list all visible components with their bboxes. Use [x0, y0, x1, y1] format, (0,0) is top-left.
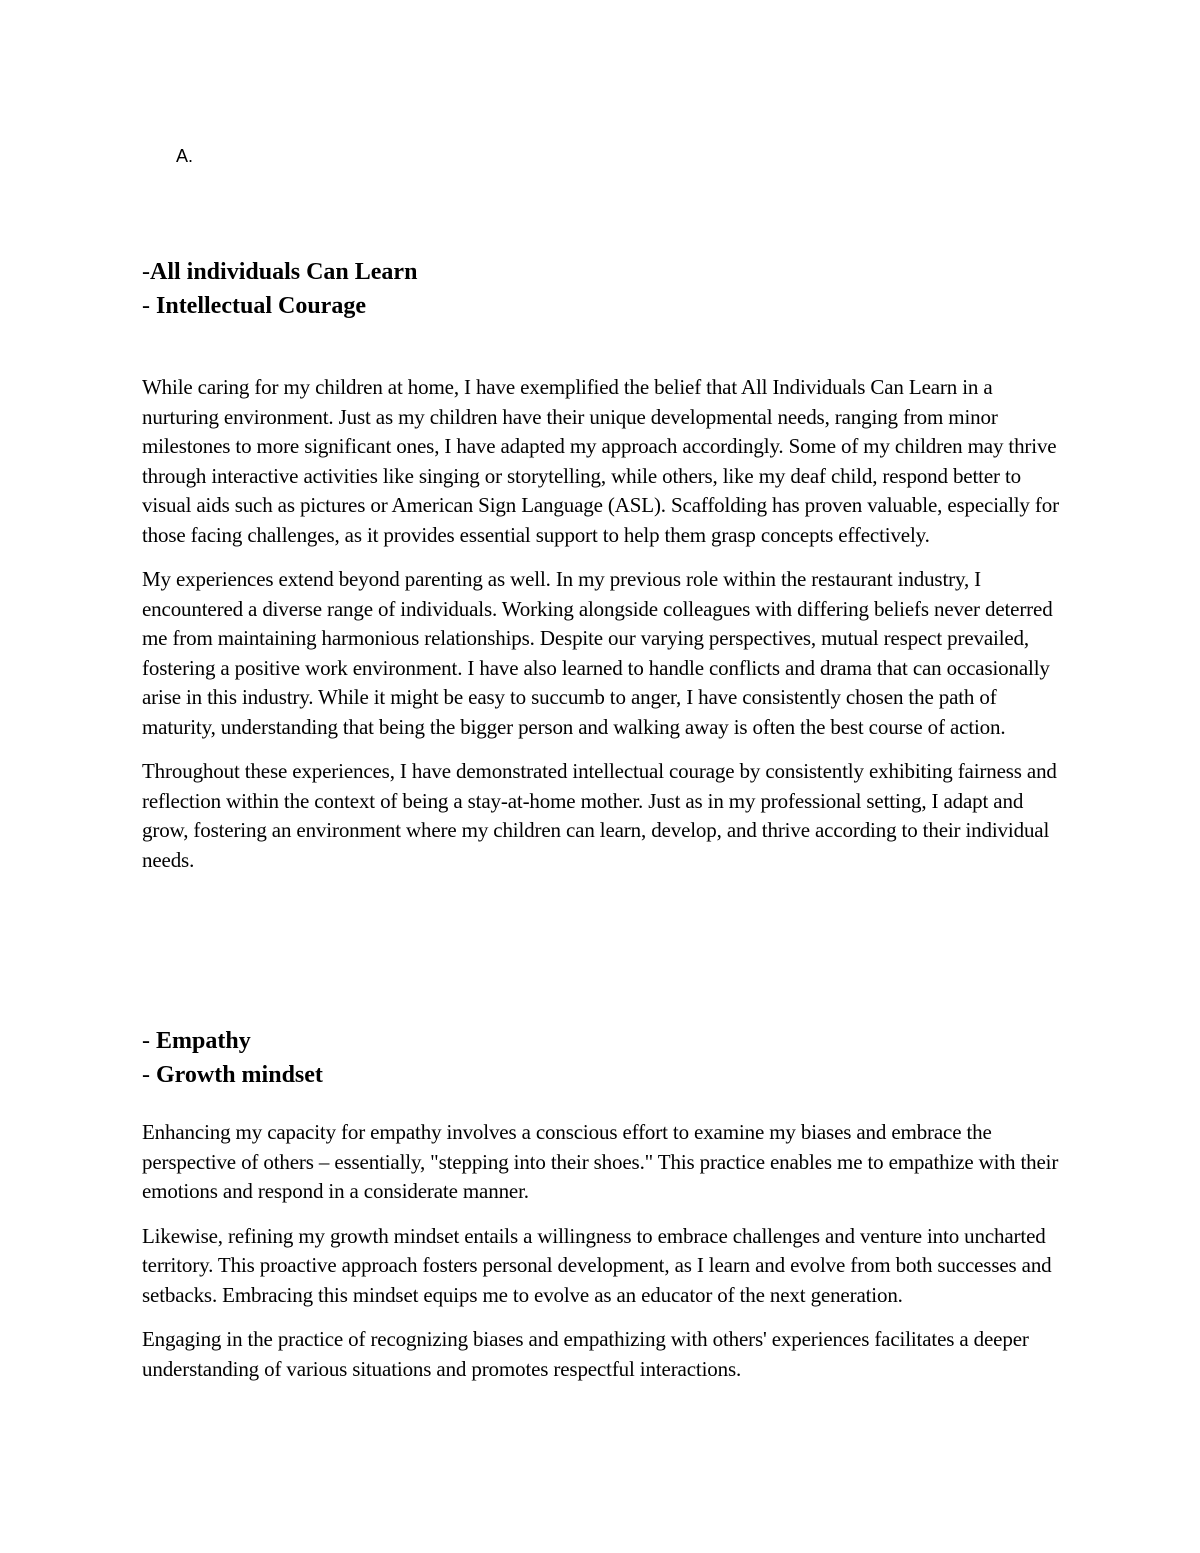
- paragraph-growth-mindset: Likewise, refining my growth mindset entails a willingness to embrace challenges and venture into uncharted territory. This proactive approach fosters personal development, as I learn and evolve from both successes and setbacks. Embracing this mindset equips me to evolve as an educator of the next generation.: [142, 1223, 1052, 1307]
- section-learning-courage: [142, 255, 1067, 890]
- heading-growth-mindset: [142, 1058, 1067, 1092]
- paragraph-recognizing-biases: Engaging in the practice of recognizing biases and empathizing with others' experiences facilitates a deeper understanding of various situations and promotes respectful interactions.: [142, 1327, 1029, 1381]
- paragraph-caring-for-children: While caring for my children at home, I have exemplified the belief that All Individuals Can Learn in a nurturing environment. Just as my children have their unique developmental needs, ranging from minor milestones to more significant ones, I have adapted my approach accordingly. Some of my children may thrive through interactive activities like singing or storytelling, while others, like my deaf child, respond better to visual aids such as pictures or American Sign Language (ASL). Scaffolding has proven valuable, especially for those facing challenges, as it provides essential support to help them grasp concepts effectively.: [142, 375, 1059, 547]
- section-marker: A.: [176, 146, 194, 166]
- paragraph-intellectual-courage: Throughout these experiences, I have demonstrated intellectual courage by consistently exhibiting fairness and reflection within the context of being a stay-at-home mother. Just as in my professional setting, I adapt and grow, fostering an environment where my children can learn, develop, and thrive according to their individual needs.: [142, 759, 1057, 872]
- section-headings: [142, 255, 1067, 323]
- heading-empathy: [142, 1024, 1067, 1058]
- heading-text: Growth mindset: [156, 1062, 323, 1088]
- section-body: [142, 373, 1067, 875]
- paragraph-empathy: Enhancing my capacity for empathy involves a conscious effort to examine my biases and embrace the perspective of others – essentially, "stepping into their shoes." This practice enables me to empathize with their emotions and respond in a considerate manner.: [142, 1120, 1059, 1203]
- section-headings: [142, 1024, 1067, 1092]
- heading-dash: -: [142, 293, 156, 319]
- heading-text: Empathy: [156, 1028, 251, 1054]
- heading-all-individuals-can-learn: [142, 255, 1067, 289]
- section-empathy-growth: [142, 1024, 1067, 1399]
- heading-dash: -: [142, 259, 150, 285]
- paragraph-restaurant-experience: My experiences extend beyond parenting as well. In my previous role within the restaurant industry, I encountered a diverse range of individuals. Working alongside colleagues with differing beliefs never deterred me from maintaining harmonious relationships. Despite our varying perspectives, mutual respect prevailed, fostering a positive work environment. I have also learned to handle conflicts and drama that can occasionally arise in this industry. While it might be easy to succumb to anger, I have consistently chosen the path of maturity, understanding that being the bigger person and walking away is often the best course of action.: [142, 567, 1053, 739]
- heading-text: All individuals Can Learn: [150, 259, 418, 285]
- heading-intellectual-courage: [142, 289, 1067, 323]
- heading-dash: -: [142, 1028, 156, 1054]
- heading-text: Intellectual Courage: [156, 293, 366, 319]
- section-body: [142, 1118, 1067, 1384]
- heading-dash: -: [142, 1062, 156, 1088]
